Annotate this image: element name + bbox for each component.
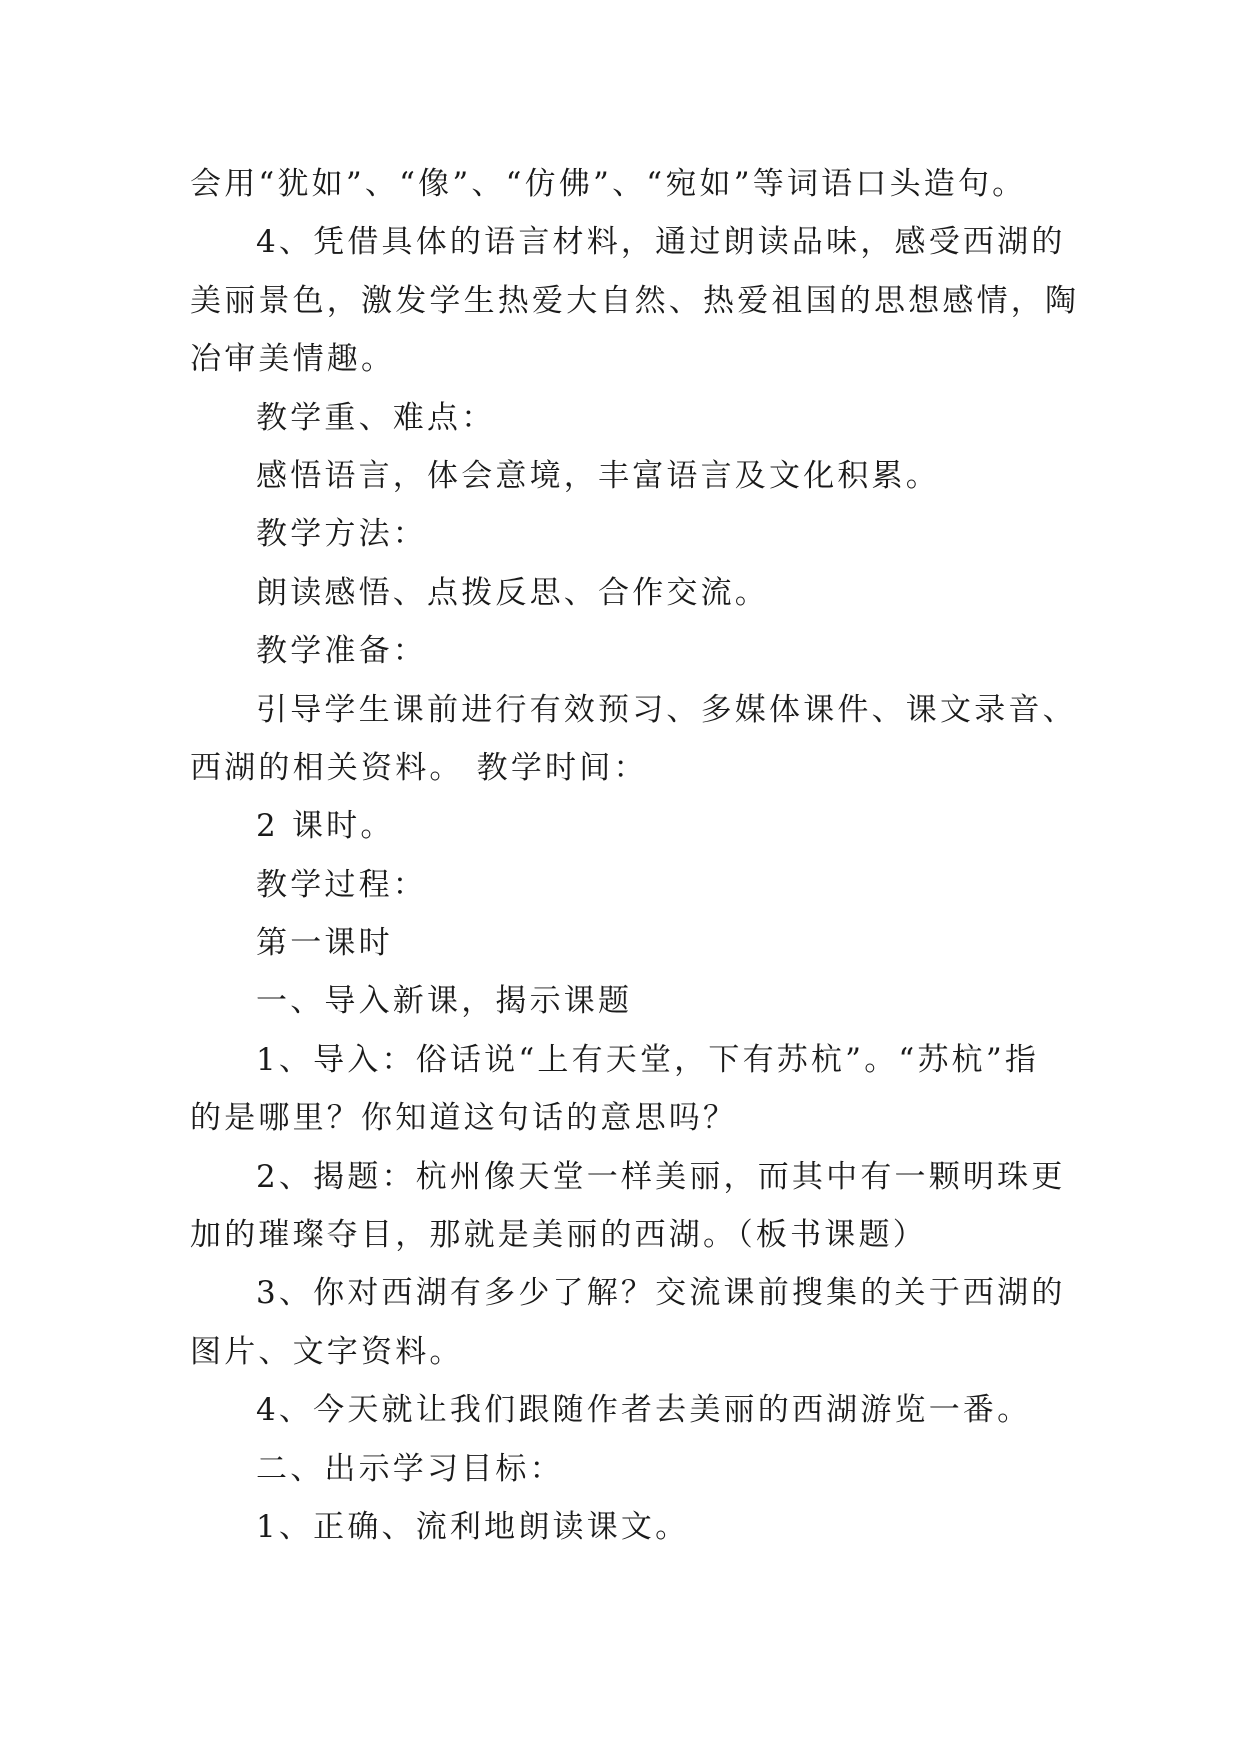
text-line: 引导学生课前进行有效预习、多媒体课件、课文录音、 (256, 691, 1077, 728)
text-line: 2、揭题：杭州像天堂一样美丽，而其中有一颗明珠更 (256, 1158, 1066, 1195)
section-heading: 教学过程： (256, 866, 427, 903)
text-line: 感悟语言，体会意境，丰富语言及文化积累。 (256, 457, 940, 494)
text-line: 朗读感悟、点拨反思、合作交流。 (256, 574, 769, 611)
section-heading: 第一课时 (256, 925, 393, 962)
document-body (190, 155, 1080, 1556)
text-line: 4、凭借具体的语言材料，通过朗读品味，感受西湖的 (256, 224, 1066, 261)
text-line: 3、你对西湖有多少了解？交流课前搜集的关于西湖的 (256, 1275, 1066, 1312)
text-line: 的是哪里？你知道这句话的意思吗？ (190, 1100, 738, 1137)
text-line: 加的璀璨夺目，那就是美丽的西湖。（板书课题） (190, 1217, 927, 1254)
section-heading: 一、导入新课，揭示课题 (256, 983, 633, 1020)
text-line: 美丽景色，激发学生热爱大自然、热爱祖国的思想感情，陶 (190, 282, 1080, 319)
section-heading: 教学方法： (256, 516, 427, 553)
section-heading: 二、出示学习目标： (256, 1450, 564, 1487)
section-heading: 教学准备： (256, 633, 427, 670)
section-heading: 教学重、难点： (256, 399, 496, 436)
text-line: 1、导入：俗话说“上有天堂，下有苏杭”。“苏杭”指 (256, 1041, 1040, 1078)
text-line: 2 课时。 (256, 808, 395, 845)
text-line: 冶审美情趣。 (190, 341, 396, 378)
text-line: 西湖的相关资料。 教学时间： (190, 749, 648, 786)
text-line: 1、正确、流利地朗读课文。 (256, 1508, 690, 1545)
text-line: 4、今天就让我们跟随作者去美丽的西湖游览一番。 (256, 1392, 1032, 1429)
text-line: 会用“犹如”、“像”、“仿佛”、“宛如”等词语口头造句。 (190, 166, 1027, 202)
text-line: 图片、文字资料。 (190, 1333, 464, 1370)
